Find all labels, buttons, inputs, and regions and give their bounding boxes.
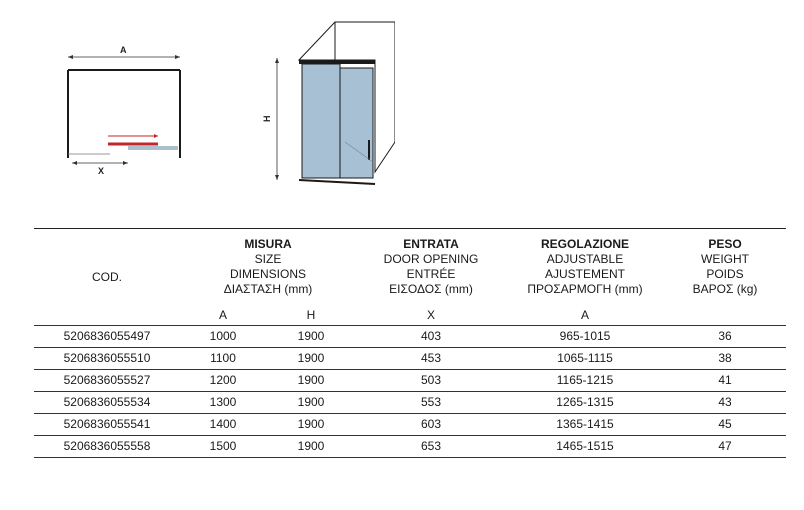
weight-cell: 47	[664, 435, 786, 457]
opening-cell: 603	[356, 413, 506, 435]
code-cell: 5206836055527	[34, 369, 180, 391]
table-row	[34, 413, 786, 435]
weight-cell: 38	[664, 347, 786, 369]
opening-cell: 553	[356, 391, 506, 413]
isometric-view-diagram	[255, 12, 395, 212]
opening-label-x: X	[98, 166, 105, 176]
adjust-cell: 1265-1315	[506, 391, 664, 413]
opening-header	[356, 229, 506, 305]
specification-table	[34, 228, 786, 458]
weight-cell: 36	[664, 325, 786, 347]
size-line-2: DIMENSIONS	[229, 266, 306, 281]
width-cell: 1500	[180, 435, 266, 457]
code-header: COD.	[34, 229, 180, 326]
sliding-panels	[68, 134, 178, 154]
height-cell: 1900	[266, 391, 356, 413]
adjust-title: REGOLAZIONE	[540, 236, 629, 251]
sub-header-a: A	[218, 307, 227, 322]
code-cell: 5206836055534	[34, 391, 180, 413]
opening-cell: 403	[356, 325, 506, 347]
weight-header	[664, 229, 786, 305]
opening-title: ENTRATA	[403, 236, 459, 251]
size-line-3: ΔΙΑΣΤΑΣΗ (mm)	[223, 281, 313, 296]
adjust-line-2: AJUSTEMENT	[544, 266, 625, 281]
height-cell: 1900	[266, 413, 356, 435]
table-row	[34, 325, 786, 347]
height-cell: 1900	[266, 369, 356, 391]
sub-header-adjust: A	[580, 307, 589, 322]
sub-header-h: H	[306, 307, 316, 322]
width-dimension	[68, 45, 180, 59]
adjust-line-3: ΠΡΟΣΑΡΜΟΓΗ (mm)	[527, 281, 643, 296]
table-row	[34, 435, 786, 457]
opening-dimension	[72, 161, 128, 176]
width-label-a: A	[120, 45, 127, 55]
table-row	[34, 391, 786, 413]
width-cell: 1100	[180, 347, 266, 369]
adjust-cell: 1365-1415	[506, 413, 664, 435]
height-label-h: H	[262, 115, 272, 122]
adjust-line-1: ADJUSTABLE	[546, 251, 624, 266]
height-cell: 1900	[266, 435, 356, 457]
opening-cell: 503	[356, 369, 506, 391]
width-cell: 1400	[180, 413, 266, 435]
sub-header-x: X	[426, 307, 435, 322]
glass-panels	[299, 60, 375, 184]
adjust-cell: 965-1015	[506, 325, 664, 347]
code-cell: 5206836055497	[34, 325, 180, 347]
table-row	[34, 347, 786, 369]
code-cell: 5206836055541	[34, 413, 180, 435]
adjust-header	[506, 229, 664, 305]
height-cell: 1900	[266, 325, 356, 347]
code-cell: 5206836055510	[34, 347, 180, 369]
weight-cell: 43	[664, 391, 786, 413]
opening-line-2: ENTRÉE	[406, 266, 456, 281]
opening-cell: 653	[356, 435, 506, 457]
table-row	[34, 369, 786, 391]
code-cell: 5206836055558	[34, 435, 180, 457]
weight-line-1: WEIGHT	[701, 251, 749, 266]
width-cell: 1000	[180, 325, 266, 347]
weight-cell: 41	[664, 369, 786, 391]
weight-title: PESO	[708, 236, 742, 251]
adjust-cell: 1165-1215	[506, 369, 664, 391]
opening-line-3: ΕΙΣΟΔΟΣ (mm)	[389, 281, 473, 296]
size-title: MISURA	[244, 236, 292, 251]
table-header-row	[34, 229, 786, 305]
height-cell: 1900	[266, 347, 356, 369]
width-cell: 1200	[180, 369, 266, 391]
weight-line-3: ΒΑΡΟΣ (kg)	[692, 281, 758, 296]
opening-line-1: DOOR OPENING	[383, 251, 479, 266]
weight-cell: 45	[664, 413, 786, 435]
width-cell: 1300	[180, 391, 266, 413]
sub-header-weight	[664, 305, 786, 326]
opening-cell: 453	[356, 347, 506, 369]
adjust-cell: 1065-1115	[506, 347, 664, 369]
size-header	[180, 229, 356, 305]
weight-line-2: POIDS	[706, 266, 744, 281]
plan-view-diagram	[50, 40, 200, 180]
height-dimension	[262, 58, 279, 180]
size-line-1: SIZE	[254, 251, 282, 266]
adjust-cell: 1465-1515	[506, 435, 664, 457]
